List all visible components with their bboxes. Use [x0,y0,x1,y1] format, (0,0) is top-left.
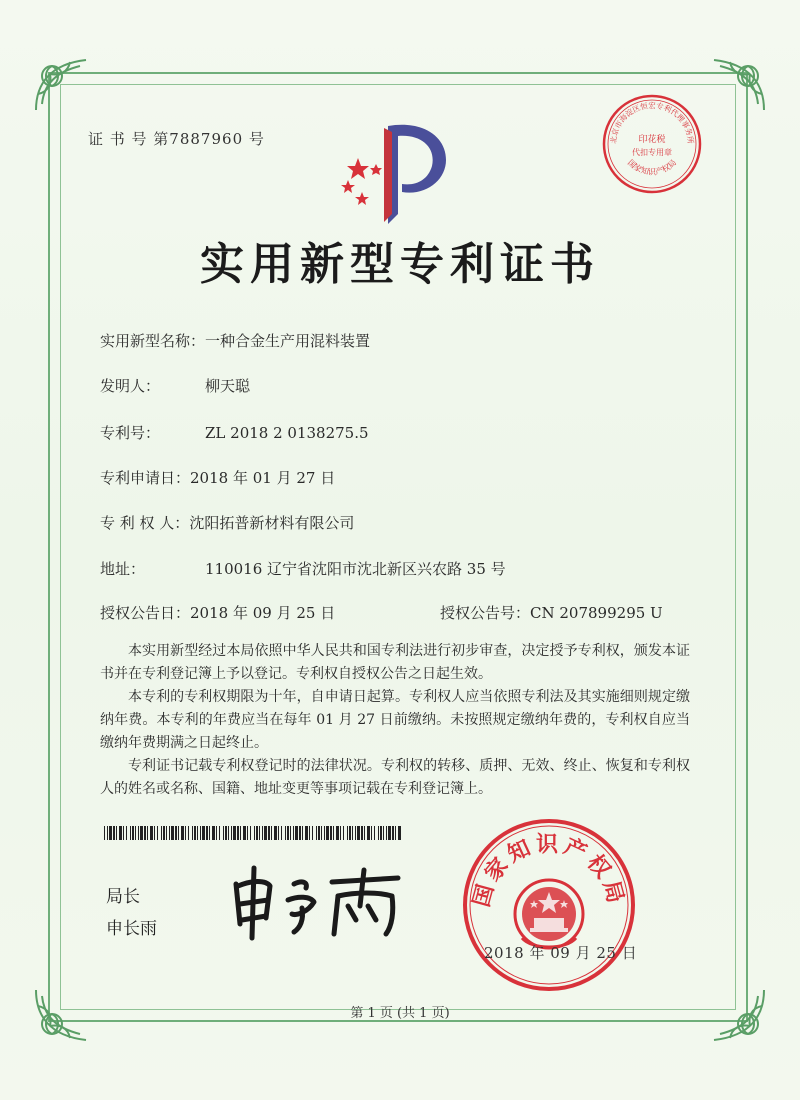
svg-text:代扣专用章: 代扣专用章 [632,148,672,157]
page-number: 第 1 页 (共 1 页) [350,1006,450,1021]
application-date-value: 2018 年 01 月 27 日 [190,469,336,487]
director-name: 申长雨 [106,919,157,939]
address-row [100,558,506,579]
svg-text:国家知识产权局: 国家知识产权局 [625,158,679,177]
patent-number-row [100,422,369,443]
publication-number-row [440,602,663,623]
utility-model-name-row [100,330,370,351]
publication-date-label: 授权公告日： [100,604,191,622]
patent-number-value: ZL 2018 2 0138275.5 [205,424,369,442]
patent-number-label: 专利号： [100,424,161,442]
corner-ornament-icon [708,54,770,116]
body-paragraph-1: 本实用新型经过本局依照中华人民共和国专利法进行初步审查，决定授予专利权，颁发本证书并在专利登记簿上予以登记。专利权自授权公告之日起生效。 [100,643,690,682]
certificate-number: 证 书 号 第7887960 号 [88,130,265,148]
utility-model-name-value: 一种合金生产用混料装置 [205,332,371,350]
patentee-label: 专 利 权 人： [100,514,190,532]
inventor-row [100,375,250,396]
svg-text:国家知识产权局: 国家知识产权局 [468,831,630,910]
official-seal-icon [462,818,636,992]
corner-ornament-icon [30,54,92,116]
seal-date: 2018 年 09 月 25 日 [484,944,638,962]
patent-office-logo-icon [332,118,462,230]
body-paragraph-2: 本专利的专利权期限为十年，自申请日起算。专利权人应当依照专利法及其实施细则规定缴纳年费。本专利的年费应当在每年 01 月 27 日前缴纳。未按照规定缴纳年费的，专利权自应当缴纳年费期满之日起终止。 [100,689,690,751]
svg-text:北京市海淀区恒宏专利代理事务所: 北京市海淀区恒宏专利代理事务所 [608,101,696,145]
publication-number-value: CN 207899295 U [530,604,663,622]
address-label: 地址： [100,560,146,578]
patentee-value: 沈阳拓普新材料有限公司 [189,514,355,532]
body-paragraph-3: 专利证书记载专利权登记时的法律状况。专利权的转移、质押、无效、终止、恢复和专利权人的姓名或名称、国籍、地址变更等事项记载在专利登记簿上。 [100,758,690,797]
publication-number-label: 授权公告号： [440,604,531,622]
application-date-label: 专利申请日： [100,469,191,487]
barcode-icon [104,826,404,840]
publication-date-row [100,602,335,623]
application-date-row [100,467,335,488]
handwritten-signature-icon [222,862,412,942]
certificate-title: 实用新型专利证书 [200,239,600,290]
director-title: 局长 [106,887,140,907]
inventor-value: 柳天聪 [205,377,251,395]
publication-date-value: 2018 年 09 月 25 日 [190,604,336,622]
tax-stamp-seal-icon [600,92,704,196]
patentee-row [100,512,354,533]
address-value: 110016 辽宁省沈阳市沈北新区兴农路 35 号 [205,560,506,578]
svg-text:印花税: 印花税 [638,135,666,145]
inventor-label: 发明人： [100,377,161,395]
utility-model-name-label: 实用新型名称： [100,332,206,350]
